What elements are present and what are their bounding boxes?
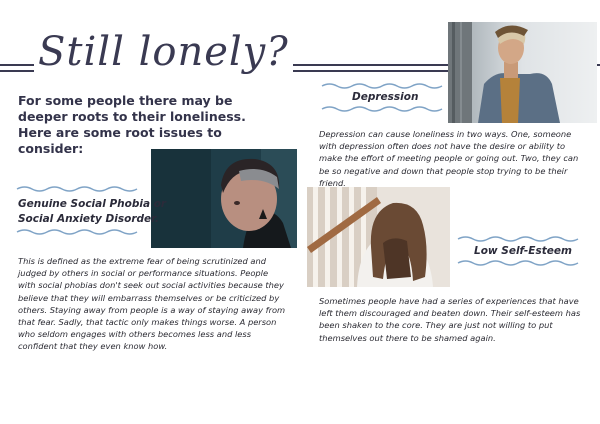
wave-self-esteem-top: [458, 235, 578, 243]
page-title: Still lonely?: [34, 30, 293, 74]
depression-body: Depression can cause loneliness in two ways. One, someone with depression often does not have the desire or ability to make the effort of meeting people or going out. Two, they can be so negative and down that people stop trying to be their friend.: [319, 129, 579, 188]
self-esteem-heading: Low Self-Esteem: [474, 245, 572, 257]
photo-woman-stairs: [307, 187, 450, 287]
photo-man-denim: [448, 22, 597, 123]
intro-text: For some people there may be deeper roots to their loneliness. Here are some root issues to consider:: [18, 93, 246, 156]
wave-phobia-top: [17, 185, 137, 193]
wave-depression-top: [322, 82, 442, 90]
self-esteem-body: Sometimes people have had a series of experiences that have left them discouraged and beaten down. Their self-esteem has been shaken to the core. They are just not willing to put themselves out there to be shamed again.: [319, 296, 581, 343]
phobia-body: This is defined as the extreme fear of being scrutinized and judged by others in social or performance situations. People with social phobias don't seek out social activities because they believe that they will embarrass themselves or be criticized by others. Staying away from people is a way of staying away from that fear. Sadly, that tactic only makes things worse. A person who seldom engages with others becomes less and less confident that they even know how.: [18, 256, 286, 352]
photo-man-denim-art: [448, 22, 597, 123]
photo-woman-shaved: [151, 149, 297, 248]
wave-depression-bottom: [322, 105, 442, 113]
phobia-heading-line2: Social Anxiety Disorder.: [18, 213, 159, 225]
wave-self-esteem-bottom: [458, 259, 578, 267]
photo-woman-stairs-art: [307, 187, 450, 287]
photo-woman-shaved-art: [151, 149, 297, 248]
wave-phobia-bottom: [17, 228, 137, 236]
phobia-heading-line1: Genuine Social Phobia or: [18, 198, 167, 210]
depression-heading: Depression: [352, 91, 419, 103]
